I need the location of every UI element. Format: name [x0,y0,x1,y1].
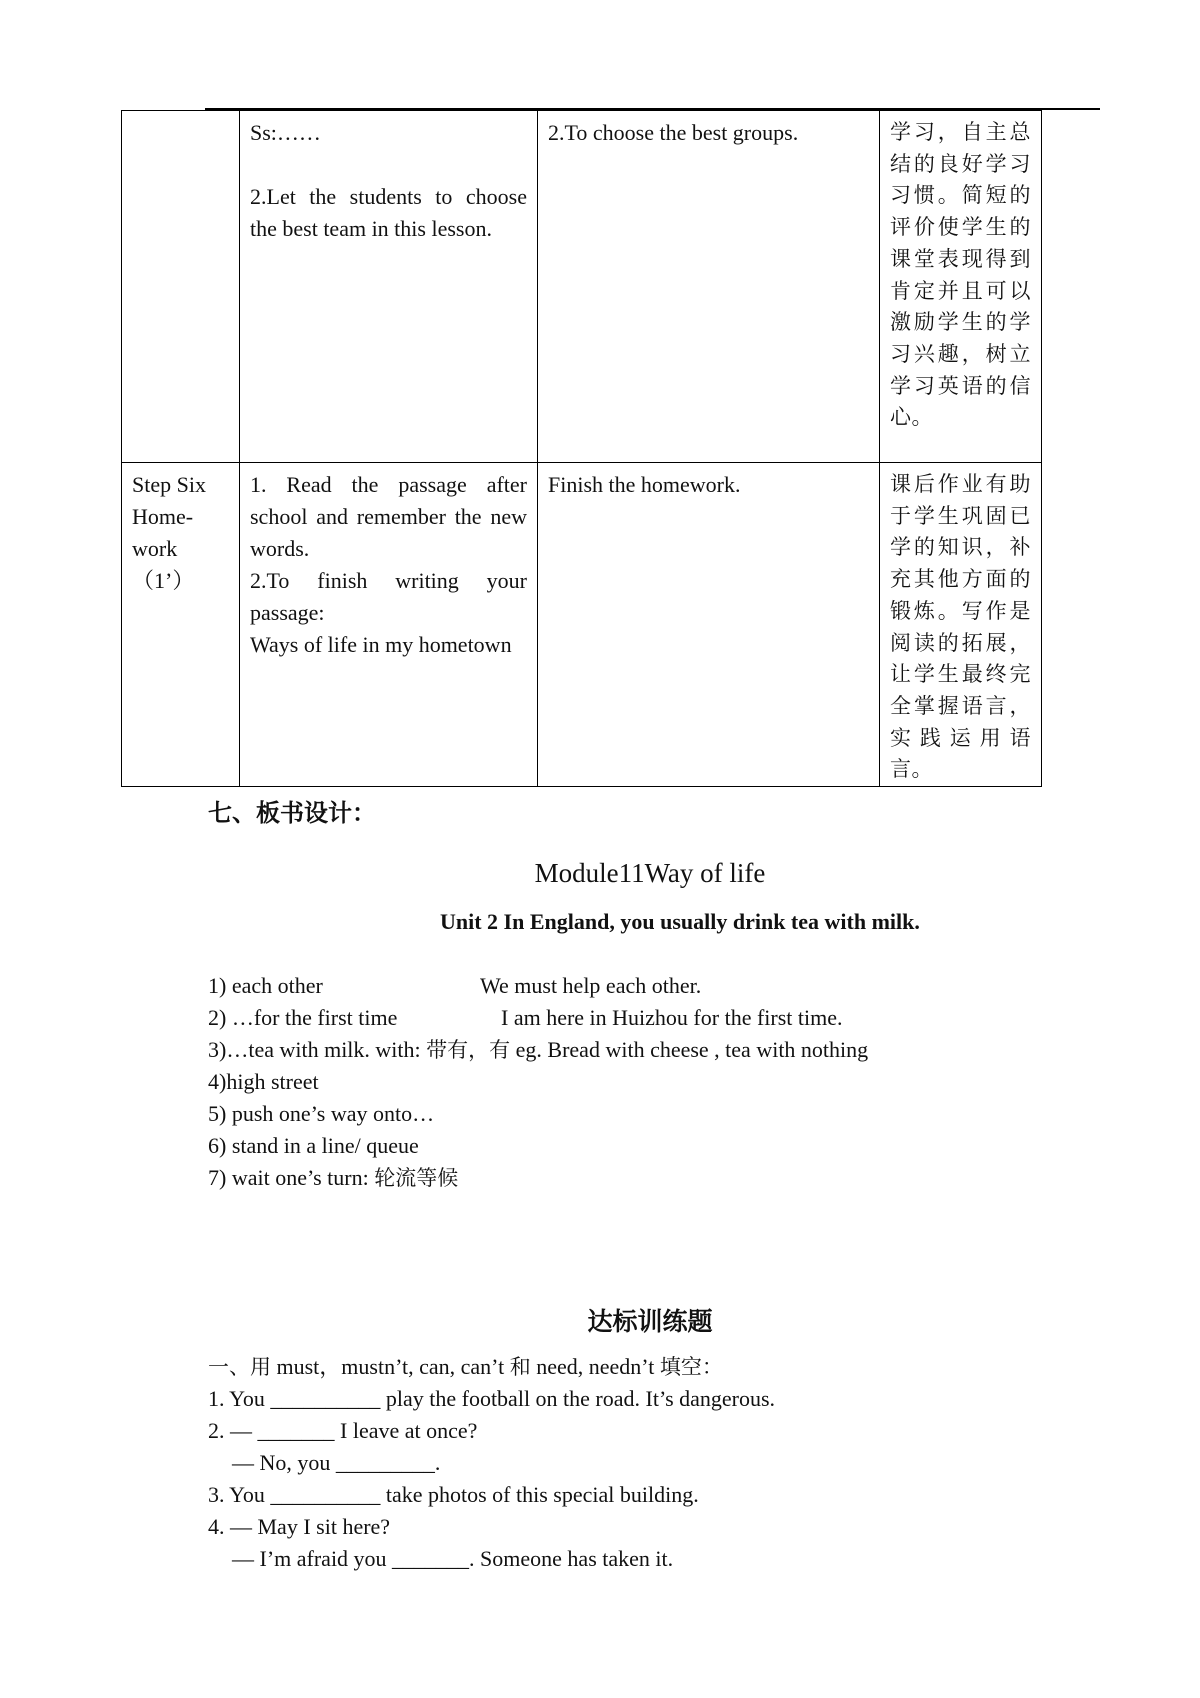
step-line: work [132,536,178,561]
step-line: Home- [132,504,194,529]
phrase: 5) push one’s way onto… [208,1101,435,1126]
list-item [208,1034,868,1066]
phrase: 2) …for the first time [208,1005,398,1030]
step-line: Step Six [132,472,206,497]
phrase: 4)high street [208,1069,319,1094]
list-item [208,1130,868,1162]
unit-title: Unit 2 In England, you usually drink tea with milk. [440,909,920,934]
teacher-activity-cell [240,111,538,463]
purpose-cell: 课后作业有助于学生巩固已学的知识，补充其他方面的锻炼。写作是阅读的拓展，让学生最终完全掌握语言，实践运用语言。 [880,463,1042,787]
instruction-suffix: 填空： [659,1355,723,1379]
phrase: 7) wait one’s turn: [208,1165,375,1190]
exercise-title: 达标训练题 [587,1307,713,1336]
exercise-line: — No, you _________. [232,1450,441,1475]
exercise-line: — I’m afraid you _______. Someone has taken it. [232,1546,674,1571]
teacher-line: 1. Read the passage after school and remember the new words. [250,472,527,561]
teacher-line: 2.To finish writing your passage: [250,568,527,625]
example-sentence: eg. Bread with cheese , tea with nothing [510,1037,869,1062]
phrase: 6) stand in a line/ queue [208,1133,419,1158]
step-line: （1’） [132,568,195,593]
board-list [208,970,868,1194]
student-activity-cell: Finish the homework. [538,463,880,787]
instruction-prefix: 一、用 [208,1355,271,1379]
step-cell [122,463,240,787]
lesson-table [121,110,1042,787]
list-item [208,1066,868,1098]
blank-line [250,149,527,181]
student-activity-cell: 2.To choose the best groups. [538,111,880,463]
instruction-words: must，mustn’t, can, can’t [271,1354,510,1379]
phrase: 3)…tea with milk. with: [208,1037,427,1062]
teacher-line: 2.Let the students to choose the best team in this lesson. [250,184,527,241]
exercise-line: 3. You __________ take photos of this special building. [208,1482,699,1507]
instruction-and: 和 [509,1355,531,1379]
table-row [122,111,1042,463]
teacher-activity-cell [240,463,538,787]
board-design-heading: 七、板书设计： [208,799,376,827]
module-title: Module11Way of life [534,858,766,888]
list-item [208,1098,868,1130]
teacher-line: Ss:…… [250,120,321,145]
exercise-line: 1. You __________ play the football on the road. It’s dangerous. [208,1386,776,1411]
phrase: 1) each other [208,973,323,998]
step-cell [122,111,240,463]
exercise-list [208,1351,775,1575]
purpose-cell: 学习，自主总结的良好学习习惯。简短的评价使学生的课堂表现得到肯定并且可以激励学生的学习兴趣，树立学习英语的信心。 [880,111,1042,463]
phrase-meaning: 轮流等候 [374,1166,459,1190]
teacher-line: Ways of life in my hometown [250,632,512,657]
exercise-line: 4. — May I sit here? [208,1514,391,1539]
list-item [208,1002,868,1034]
list-item [208,970,868,1002]
phrase-meaning: 带有，有 [426,1038,511,1062]
example-sentence: I am here in Huizhou for the first time. [501,1005,843,1030]
table-row [122,463,1042,787]
exercise-line: 2. — _______ I leave at once? [208,1418,478,1443]
example-sentence: We must help each other. [480,973,702,998]
exercise-instruction [208,1351,775,1383]
list-item [208,1162,868,1194]
instruction-words: need, needn’t [530,1354,660,1379]
